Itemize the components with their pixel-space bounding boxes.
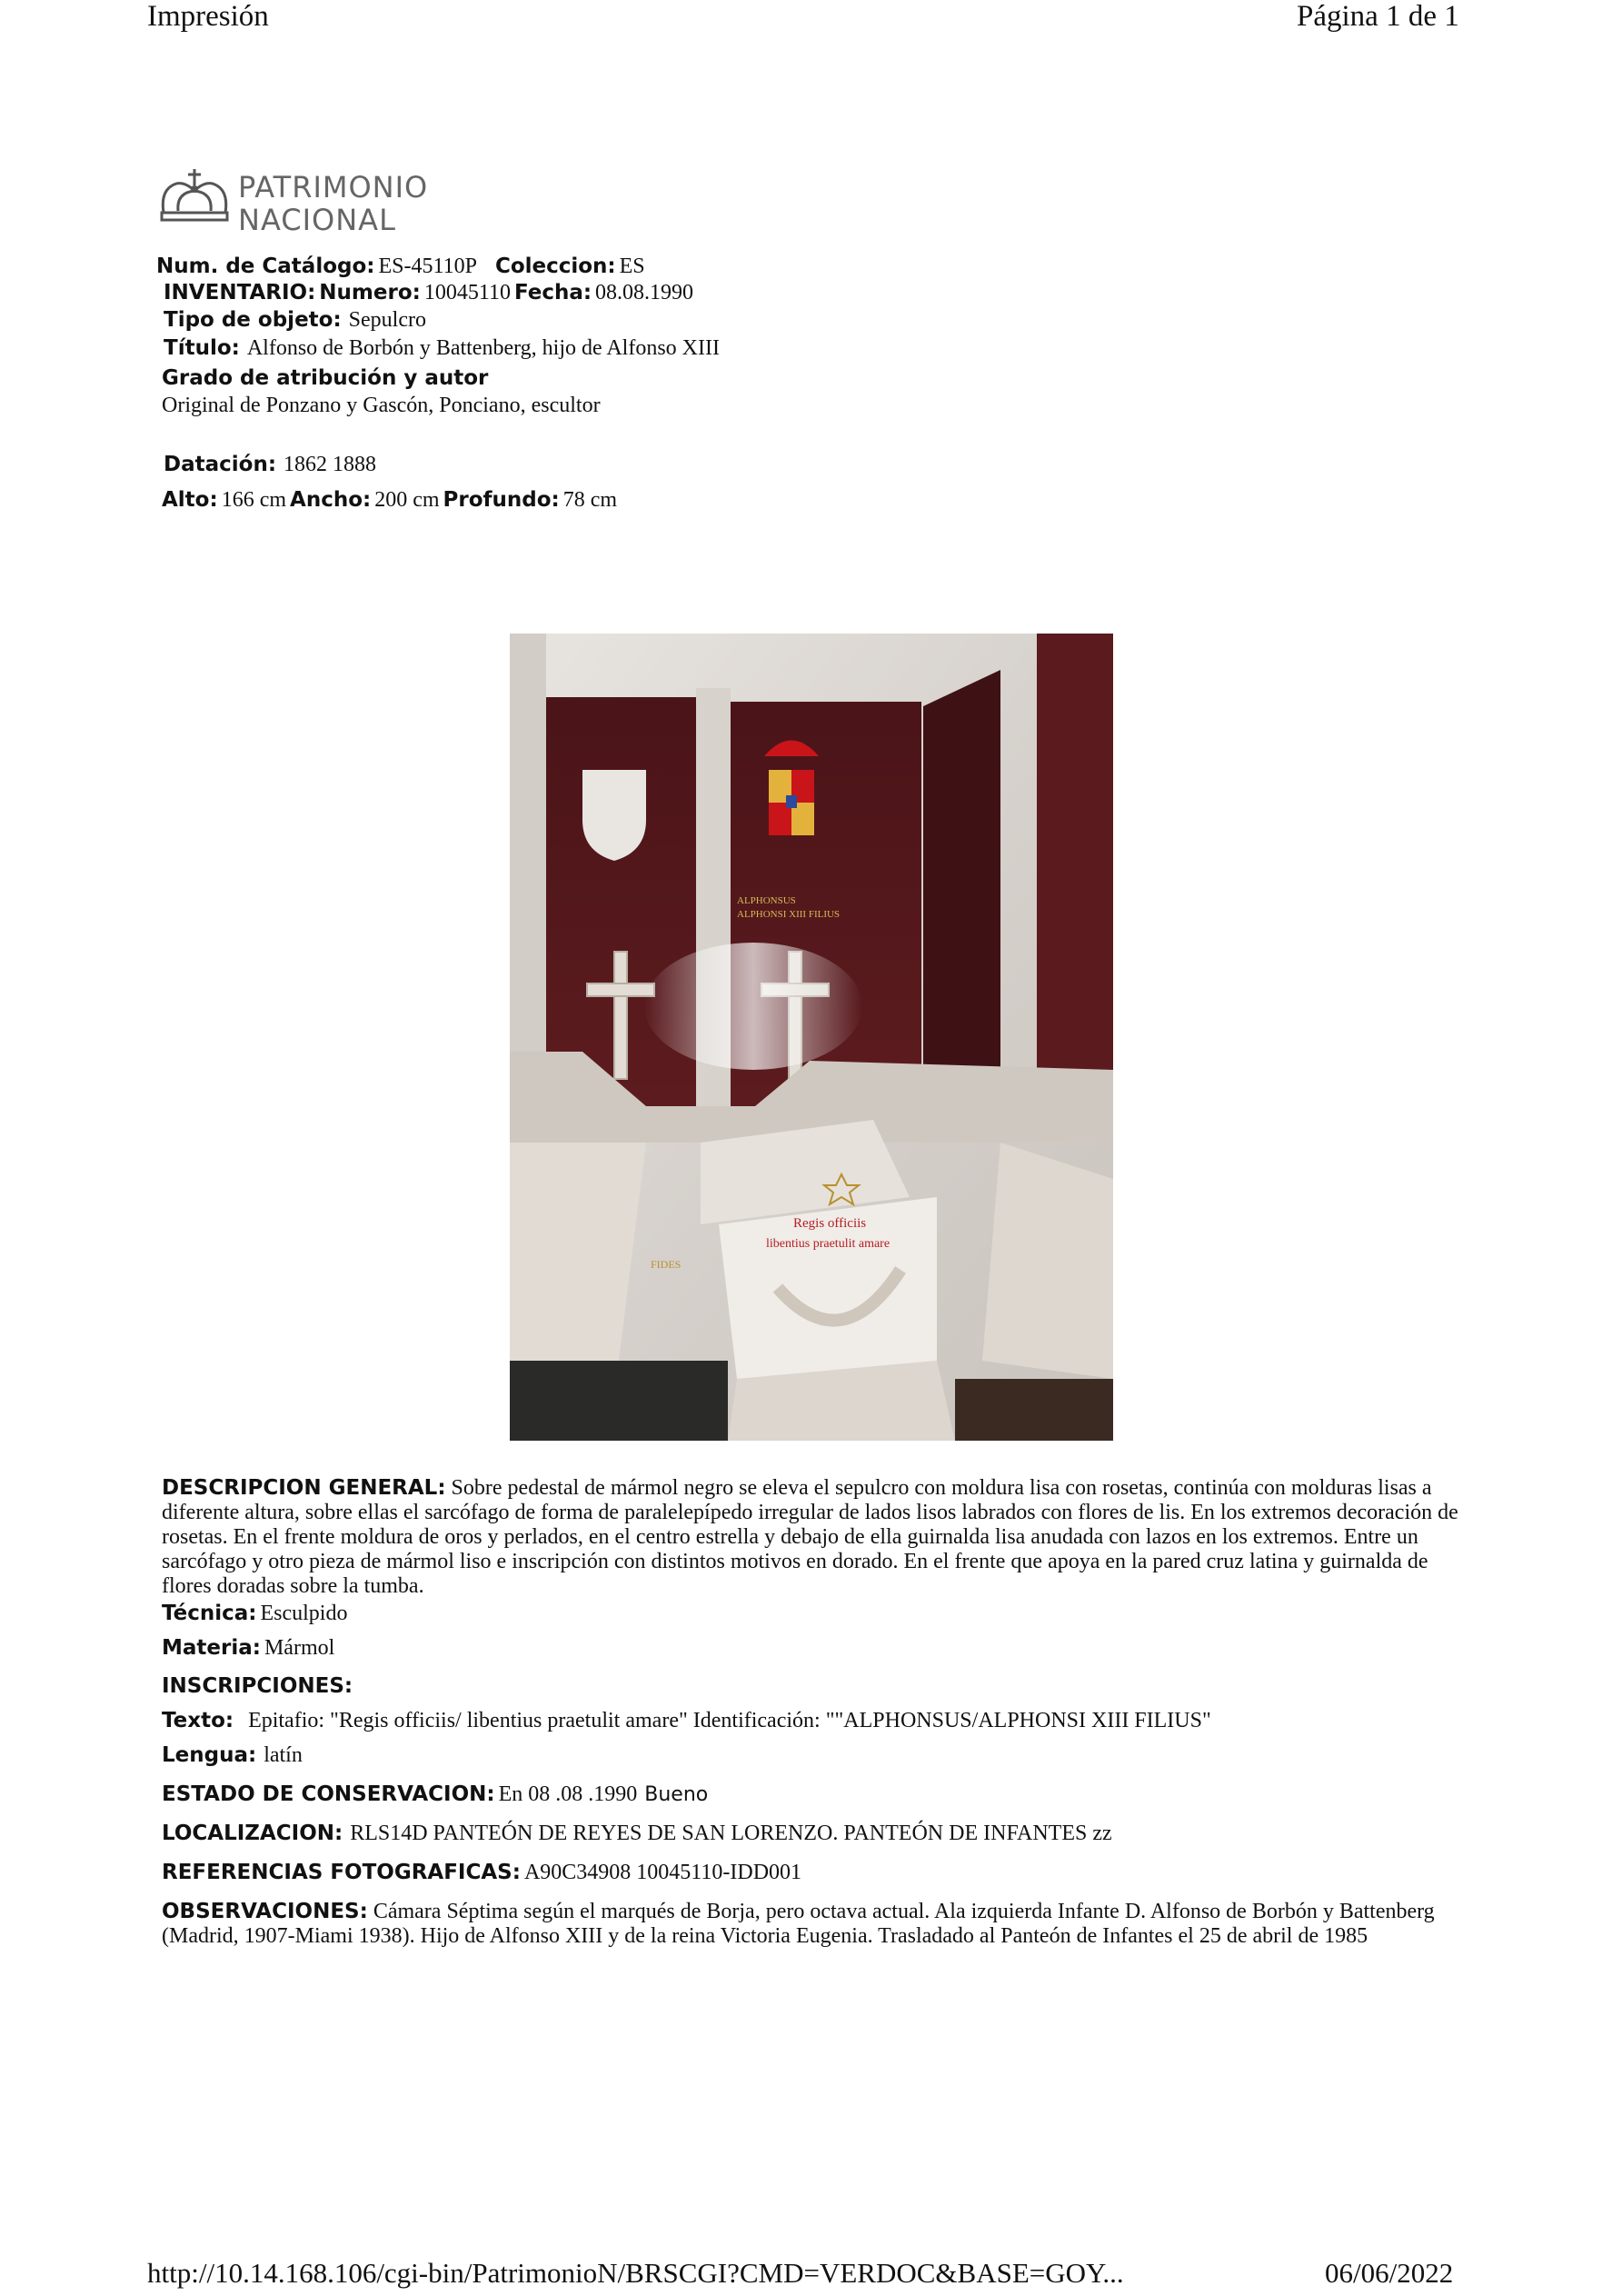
plaque-text-2: ALPHONSI XIII FILIUS bbox=[737, 909, 841, 920]
descripcion-label: DESCRIPCION GENERAL: bbox=[162, 1476, 446, 1500]
tecnica-row bbox=[162, 1602, 347, 1626]
page-counter: Página 1 de 1 bbox=[1297, 0, 1459, 33]
coleccion-label: Coleccion: bbox=[494, 255, 616, 278]
alto-label: Alto: bbox=[162, 488, 218, 512]
estado-row bbox=[162, 1782, 708, 1807]
tipo-value: Sepulcro bbox=[348, 308, 426, 332]
texto-value: Epitafio: "Regis officiis/ libentius praetulit amare" Identificación: ""ALPHONSUS/ALPHONSI XIII FILIUS" bbox=[248, 1709, 1211, 1732]
numero-label: Numero: bbox=[319, 281, 421, 304]
datacion-row bbox=[164, 453, 376, 477]
inventario-row bbox=[164, 281, 693, 305]
lengua-value: latín bbox=[264, 1743, 303, 1767]
inventario-label: INVENTARIO: bbox=[164, 281, 316, 304]
footer-url: http://10.14.168.106/cgi-bin/PatrimonioN/BRSCGI?CMD=VERDOC&BASE=GOY... bbox=[147, 2257, 1124, 2289]
referencias-label: REFERENCIAS FOTOGRAFICAS: bbox=[162, 1861, 521, 1884]
localizacion-value: RLS14D PANTEÓN DE REYES DE SAN LORENZO. PANTEÓN DE INFANTES zz bbox=[350, 1822, 1112, 1845]
logo-line-1: PATRIMONIO bbox=[238, 170, 429, 205]
tomb-text-2: libentius praetulit amare bbox=[766, 1237, 891, 1251]
dimensions-row bbox=[162, 488, 617, 513]
alto-value: 166 cm bbox=[221, 488, 287, 512]
tecnica-label: Técnica: bbox=[162, 1602, 257, 1625]
catalogo-label: Num. de Catálogo: bbox=[156, 255, 375, 278]
grado-value bbox=[162, 394, 601, 418]
titulo-label: Título: bbox=[164, 336, 240, 360]
texto-row bbox=[162, 1709, 1211, 1733]
logo-line-2: NACIONAL bbox=[238, 203, 396, 237]
localizacion-label: LOCALIZACION: bbox=[162, 1822, 343, 1845]
numero-value: 10045110 bbox=[423, 281, 511, 304]
print-header-title: Impresión bbox=[147, 0, 269, 33]
descripcion-value: Sobre pedestal de mármol negro se eleva el sepulcro con moldura lisa con rosetas, continúa con molduras lisas a diferente altura, sobre ellas el sarcófago de forma de paralelepípedo irregular de lados lisos labrados con flores de lis. En los extremos decoración de rosetas. En el frente moldura de oros y perlados, en el centro estrella y debajo de ella guirnalda lisa anudada con lazos en los extremos. Entre un sarcófago y otro pieza de mármol liso e inscripción con distintos motivos en dorado. En el frente que apoya en la pared cruz latina y guirnalda de flores doradas sobre la tumba. bbox=[162, 1476, 1458, 1598]
titulo-value: Alfonso de Borbón y Battenberg, hijo de Alfonso XIII bbox=[246, 336, 720, 360]
ancho-value: 200 cm bbox=[374, 488, 440, 512]
materia-value: Mármol bbox=[264, 1636, 335, 1660]
lengua-row bbox=[162, 1743, 303, 1768]
catalogo-value: ES-45110P bbox=[378, 255, 477, 278]
materia-row bbox=[162, 1636, 334, 1661]
tomb-text-1: Regis officiis bbox=[793, 1216, 867, 1231]
estado-label: ESTADO DE CONSERVACION: bbox=[162, 1782, 495, 1806]
titulo-row bbox=[164, 336, 720, 361]
lengua-label: Lengua: bbox=[162, 1743, 257, 1767]
referencias-row bbox=[162, 1861, 801, 1885]
grado-label-text: Grado de atribución y autor bbox=[162, 366, 489, 390]
observaciones-label: OBSERVACIONES: bbox=[162, 1900, 368, 1923]
plaque-text-1: ALPHONSUS bbox=[737, 895, 796, 906]
footer-date: 06/06/2022 bbox=[1325, 2257, 1454, 2289]
tipo-label: Tipo de objeto: bbox=[164, 308, 342, 332]
referencias-value: A90C34908 10045110-IDD001 bbox=[523, 1861, 802, 1884]
inscripciones-heading bbox=[162, 1674, 353, 1698]
catalogo-row bbox=[156, 255, 645, 279]
grado-label bbox=[162, 366, 488, 390]
estado-status: Bueno bbox=[644, 1783, 709, 1806]
descripcion-block bbox=[162, 1476, 1479, 1599]
observaciones-block bbox=[162, 1900, 1479, 1949]
coleccion-value: ES bbox=[619, 255, 645, 278]
observaciones-value: Cámara Séptima según el marqués de Borja, pero octava actual. Ala izquierda Infante D. Alfonso de Borbón y Battenberg (Madrid, 1907-Miami 1938). Hijo de Alfonso XIII y de la reina Victoria Eugenia. Trasladado al Panteón de Infantes el 25 de abril de 1985 bbox=[162, 1900, 1435, 1948]
datacion-value: 1862 1888 bbox=[284, 453, 377, 476]
tomb-photo bbox=[510, 634, 1113, 1441]
materia-label: Materia: bbox=[162, 1636, 261, 1660]
texto-label: Texto: bbox=[162, 1709, 234, 1732]
datacion-label: Datación: bbox=[164, 453, 277, 476]
profundo-label: Profundo: bbox=[443, 488, 560, 512]
profundo-value: 78 cm bbox=[562, 488, 618, 512]
side-text: FIDES bbox=[651, 1258, 682, 1271]
patrimonio-logo bbox=[154, 164, 445, 236]
fecha-value: 08.08.1990 bbox=[595, 281, 694, 304]
fecha-label: Fecha: bbox=[513, 281, 592, 304]
tipo-row bbox=[164, 308, 426, 333]
tecnica-value: Esculpido bbox=[260, 1602, 348, 1625]
crown-icon bbox=[154, 165, 234, 227]
ancho-label: Ancho: bbox=[290, 488, 372, 512]
grado-value-text: Original de Ponzano y Gascón, Ponciano, escultor bbox=[162, 394, 601, 417]
inscripciones-label: INSCRIPCIONES: bbox=[162, 1674, 353, 1698]
estado-value: En 08 .08 .1990 bbox=[498, 1782, 638, 1806]
localizacion-row bbox=[162, 1822, 1112, 1846]
